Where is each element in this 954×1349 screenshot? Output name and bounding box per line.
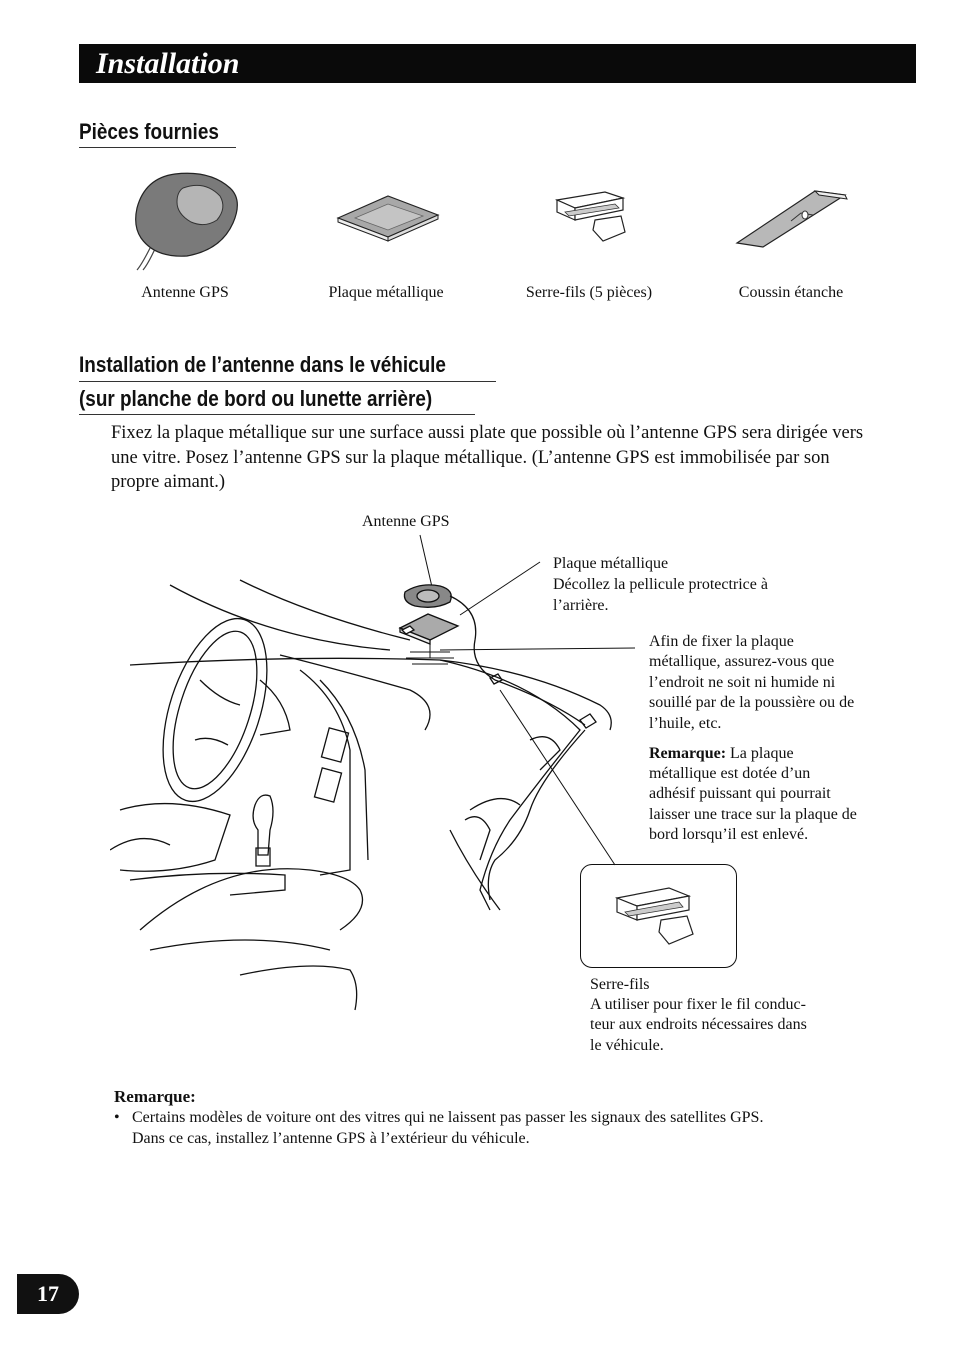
part-caption-antenna: Antenne GPS (141, 284, 229, 301)
remark-inline-text: La plaque (726, 745, 794, 762)
note-line2: Dans ce cas, installez l’antenne GPS à l’extérieur du véhicule. (132, 1130, 530, 1147)
clamp-callout-icon (607, 882, 707, 947)
label-plate-line3: l’arrière. (553, 597, 609, 614)
part-caption-plate: Plaque métallique (328, 284, 444, 301)
label-fix-line2: métallique, assurez-vous que (649, 653, 835, 670)
part-caption-clamps: Serre-fils (5 pièces) (525, 284, 653, 301)
label-remark-line3: adhésif puissant qui pourrait (649, 785, 831, 802)
parts-heading-underline (79, 147, 236, 148)
label-fix-line4: souillé par de la poussière ou de (649, 694, 855, 711)
label-clamp-line4: le véhicule. (590, 1037, 664, 1054)
label-clamp-line1: Serre-fils (590, 976, 650, 993)
label-antenna: Antenne GPS (362, 513, 450, 530)
label-plate-line1: Plaque métallique (553, 555, 669, 572)
label-remark-line4: laisser une trace sur la plaque de (649, 806, 857, 823)
page-number: 17 (17, 1274, 79, 1314)
label-clamp-line3: teur aux endroits nécessaires dans (590, 1016, 807, 1033)
clamp-leader-line (480, 650, 630, 870)
install-paragraph: Fixez la plaque métallique sur une surface aussi plate que possible où l’antenne GPS sera dirigée vers une vitre. Posez l’antenne GPS sur la plaque métallique. (L’antenne GPS est immobilisée par son propre aimant.) (111, 423, 864, 492)
remark-inline-label: Remarque: (649, 745, 727, 762)
label-plate-line2: Décollez la pellicule protectrice à (553, 576, 768, 593)
install-heading-line1: Installation de l’antenne dans le véhicule (79, 352, 446, 377)
gps-antenna-icon (125, 168, 245, 273)
part-caption-pad: Coussin étanche (738, 284, 844, 301)
install-heading-underline1 (79, 381, 496, 382)
note-bullet: • (114, 1109, 120, 1126)
parts-heading: Pièces fournies (79, 119, 219, 144)
note-line1: Certains modèles de voiture ont des vitres qui ne laissent pas passer les signaux des satellites GPS. (132, 1109, 764, 1126)
label-fix-line1: Afin de fixer la plaque (649, 633, 794, 650)
label-remark-line2: métallique est dotée d’un (649, 765, 811, 782)
waterproof-pad-icon (735, 185, 850, 250)
label-fix-line5: l’huile, etc. (649, 715, 722, 732)
label-remark-line5: bord lorsqu’il est enlevé. (649, 826, 809, 843)
section-title: Installation (96, 47, 240, 80)
metal-plate-icon (333, 193, 443, 243)
install-heading-underline2 (79, 414, 475, 415)
note-label: Remarque: (114, 1087, 196, 1106)
label-clamp-line2: A utiliser pour fixer le fil conduc- (590, 996, 806, 1013)
label-fix-line3: l’endroit ne soit ni humide ni (649, 674, 836, 691)
cable-clamp-icon (545, 186, 635, 246)
install-heading-line2: (sur planche de bord ou lunette arrière) (79, 386, 433, 411)
label-remark-line1 (649, 744, 794, 765)
